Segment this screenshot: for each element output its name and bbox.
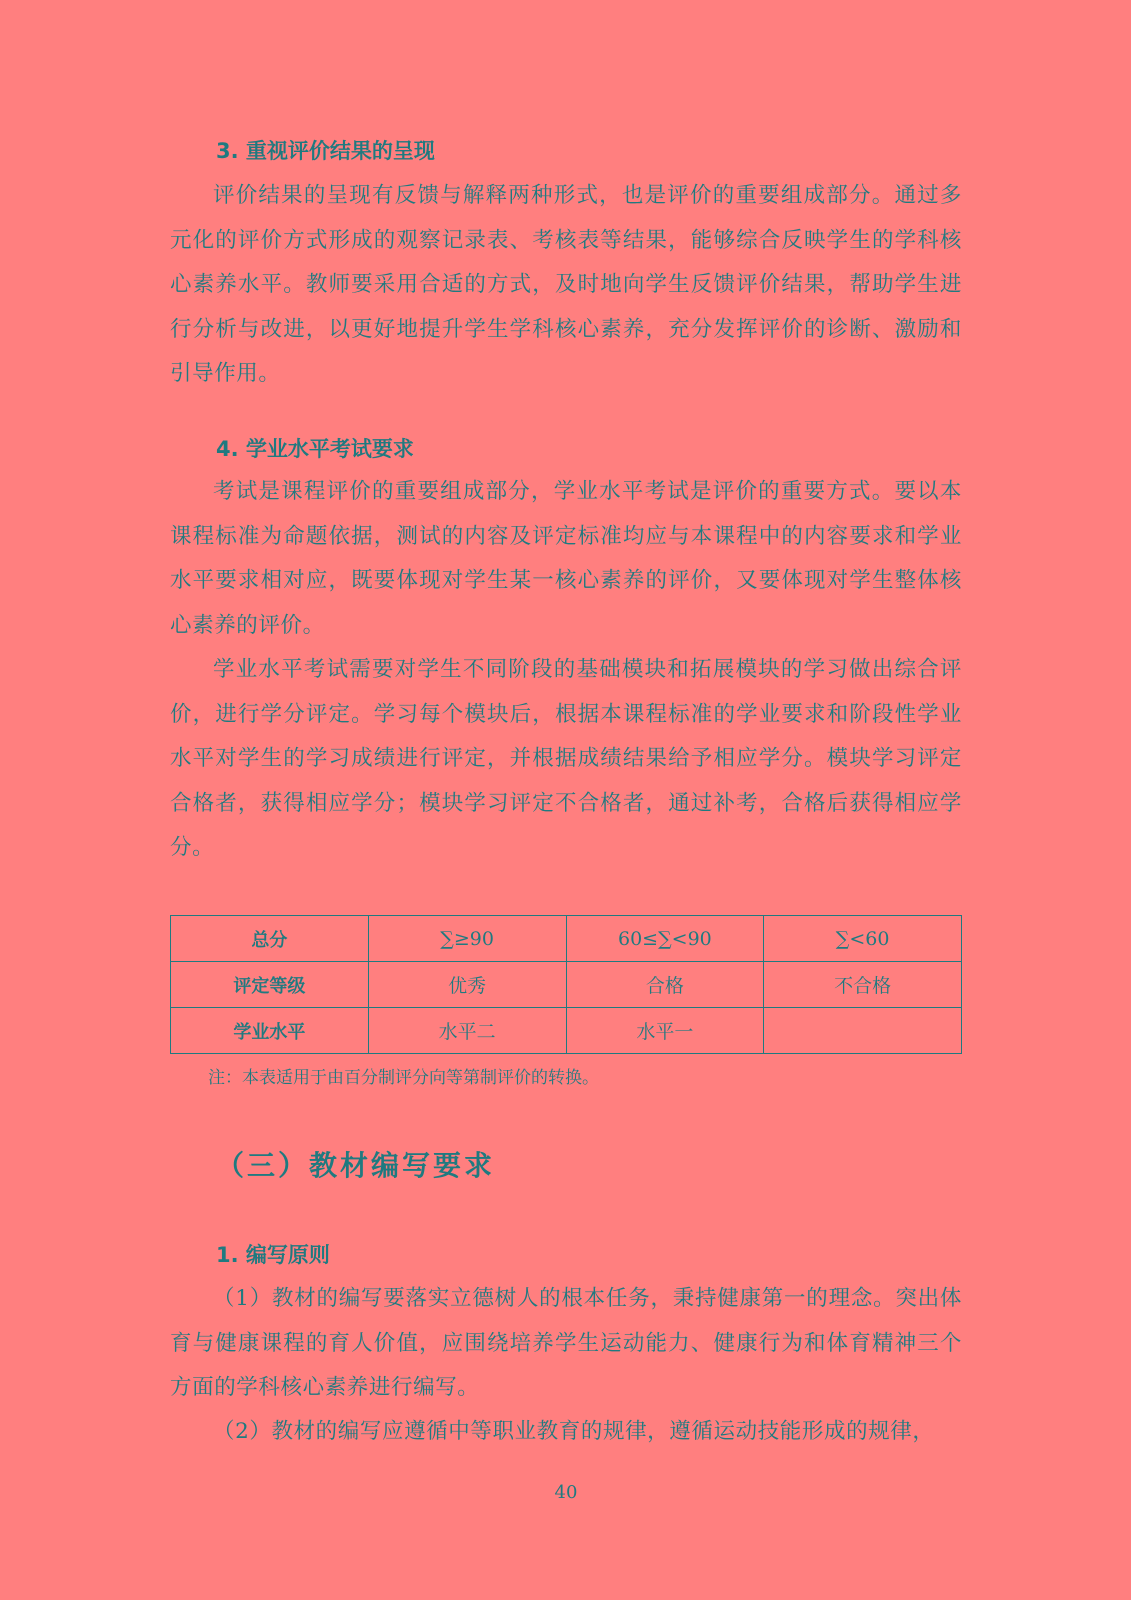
heading-section-4: 4. 学业水平考试要求	[216, 437, 414, 461]
paragraph-section-4-1: 考试是课程评价的重要组成部分，学业水平考试是评价的重要方式。要以本课程标准为命题依据，测试的内容及评定标准均应与本课程中的内容要求和学业水平要求相对应，既要体现对学生某一核心素养的评价，又要体现对学生整体核心素养的评价。	[170, 479, 962, 638]
paragraph-principle-2: （2）教材的编写应遵循中等职业教育的规律，遵循运动技能形成的规律，	[213, 1419, 935, 1444]
cell-grade-fail: 不合格	[764, 962, 962, 1008]
table-row-level	[171, 1008, 962, 1054]
paragraph-principle-1: （1）教材的编写要落实立德树人的根本任务，秉持健康第一的理念。突出体育与健康课程的育人价值，应围绕培养学生运动能力、健康行为和体育精神三个方面的学科核心素养进行编写。	[170, 1286, 962, 1400]
grade-conversion-table	[170, 915, 962, 1054]
cell-grade-excellent: 优秀	[368, 962, 566, 1008]
section-title-textbook: （三）教材编写要求	[216, 1149, 496, 1182]
cell-score-fail: ∑<60	[764, 916, 962, 962]
heading-section-3: 3. 重视评价结果的呈现	[216, 139, 435, 163]
row-head-level: 学业水平	[171, 1008, 369, 1054]
cell-grade-pass: 合格	[566, 962, 764, 1008]
table-note: 注：本表适用于由百分制评分向等第制评价的转换。	[208, 1068, 599, 1088]
document-page	[170, 0, 962, 1600]
cell-level-empty	[764, 1008, 962, 1054]
heading-writing-principles: 1. 编写原则	[216, 1243, 330, 1267]
cell-score-excellent: ∑≥90	[368, 916, 566, 962]
paragraph-section-3: 评价结果的呈现有反馈与解释两种形式，也是评价的重要组成部分。通过多元化的评价方式形成的观察记录表、考核表等结果，能够综合反映学生的学科核心素养水平。教师要采用合适的方式，及时地向学生反馈评价结果，帮助学生进行分析与改进，以更好地提升学生学科核心素养，充分发挥评价的诊断、激励和引导作用。	[170, 183, 962, 386]
table-row-grade	[171, 962, 962, 1008]
row-head-total-score: 总分	[171, 916, 369, 962]
row-head-grade: 评定等级	[171, 962, 369, 1008]
table-row-total-score	[171, 916, 962, 962]
paragraph-section-4-2: 学业水平考试需要对学生不同阶段的基础模块和拓展模块的学习做出综合评价，进行学分评定。学习每个模块后，根据本课程标准的学业要求和阶段性学业水平对学生的学习成绩进行评定，并根据成绩结果给予相应学分。模块学习评定合格者，获得相应学分；模块学习评定不合格者，通过补考，合格后获得相应学分。	[170, 657, 962, 860]
cell-score-pass: 60≤∑<90	[566, 916, 764, 962]
page-number: 40	[554, 1482, 578, 1503]
cell-level-two: 水平二	[368, 1008, 566, 1054]
cell-level-one: 水平一	[566, 1008, 764, 1054]
